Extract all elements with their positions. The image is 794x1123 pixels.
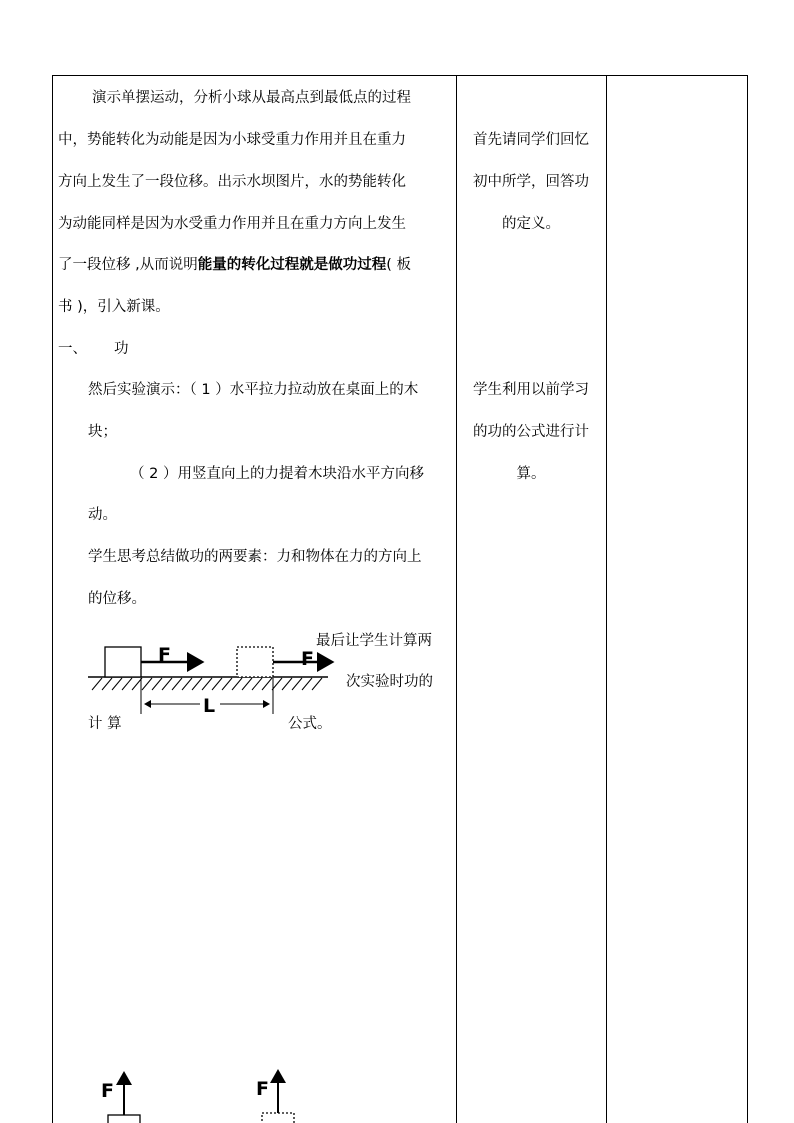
force-label: F <box>256 1078 269 1100</box>
paragraph-line: 方向上发生了一段位移。出示水坝图片，水的势能转化 <box>58 174 406 190</box>
summary-line: 的位移。 <box>88 591 146 607</box>
experiment-line: （ 2 ）用竖直向上的力提着木块沿水平方向移 <box>130 466 424 482</box>
activity-line: 的功的公式进行计 <box>473 424 589 440</box>
experiment-line: 然后实验演示：（ 1 ）水平拉力拉动放在桌面上的木 <box>88 382 419 398</box>
activity-line: 初中所学，回答功 <box>473 174 589 190</box>
paragraph-line: 为动能同样是因为水受重力作用并且在重力方向上发生 <box>58 216 406 232</box>
experiment-line: 动。 <box>88 507 117 523</box>
activity-line: 算。 <box>516 466 546 482</box>
calc-line: 计 算 <box>88 716 122 732</box>
activity-line: 的定义。 <box>502 216 560 232</box>
force-label: F <box>301 648 314 670</box>
ground-hatching <box>92 678 322 690</box>
block-end <box>262 1113 294 1123</box>
calc-line: 最后让学生计算两 <box>316 633 432 649</box>
force-label: F <box>101 1080 114 1102</box>
block-start <box>108 1115 140 1123</box>
calc-line: 公式。 <box>288 716 332 732</box>
section-title: 功 <box>114 341 129 357</box>
notes-column <box>607 76 747 1123</box>
paragraph-line: 演示单摆运动，分析小球从最高点到最低点的过程 <box>92 90 411 106</box>
bold-emphasis: 能量的转化过程就是做功过程 <box>197 257 387 273</box>
paragraph-line: 中，势能转化为动能是因为小球受重力作用并且在重力 <box>58 132 406 148</box>
paragraph-text: ( 板 <box>386 257 411 273</box>
activity-line: 首先请同学们回忆 <box>473 132 589 148</box>
calc-line: 次实验时功的 <box>346 674 433 690</box>
activity-line: 学生利用以前学习 <box>473 382 589 398</box>
section-number: 一、 <box>58 341 87 357</box>
block-end <box>237 647 273 677</box>
vertical-force-diagram <box>101 1071 294 1123</box>
experiment-line: 块； <box>88 424 117 440</box>
block-start <box>105 647 141 677</box>
paragraph-line: 书 )，引入新课。 <box>58 299 170 315</box>
summary-line: 学生思考总结做功的两要素：力和物体在力的方向上 <box>88 549 422 565</box>
force-label: F <box>158 644 171 666</box>
displacement-label: L <box>203 695 216 717</box>
paragraph-text: 了一段位移 ,从而说明 <box>58 257 198 273</box>
